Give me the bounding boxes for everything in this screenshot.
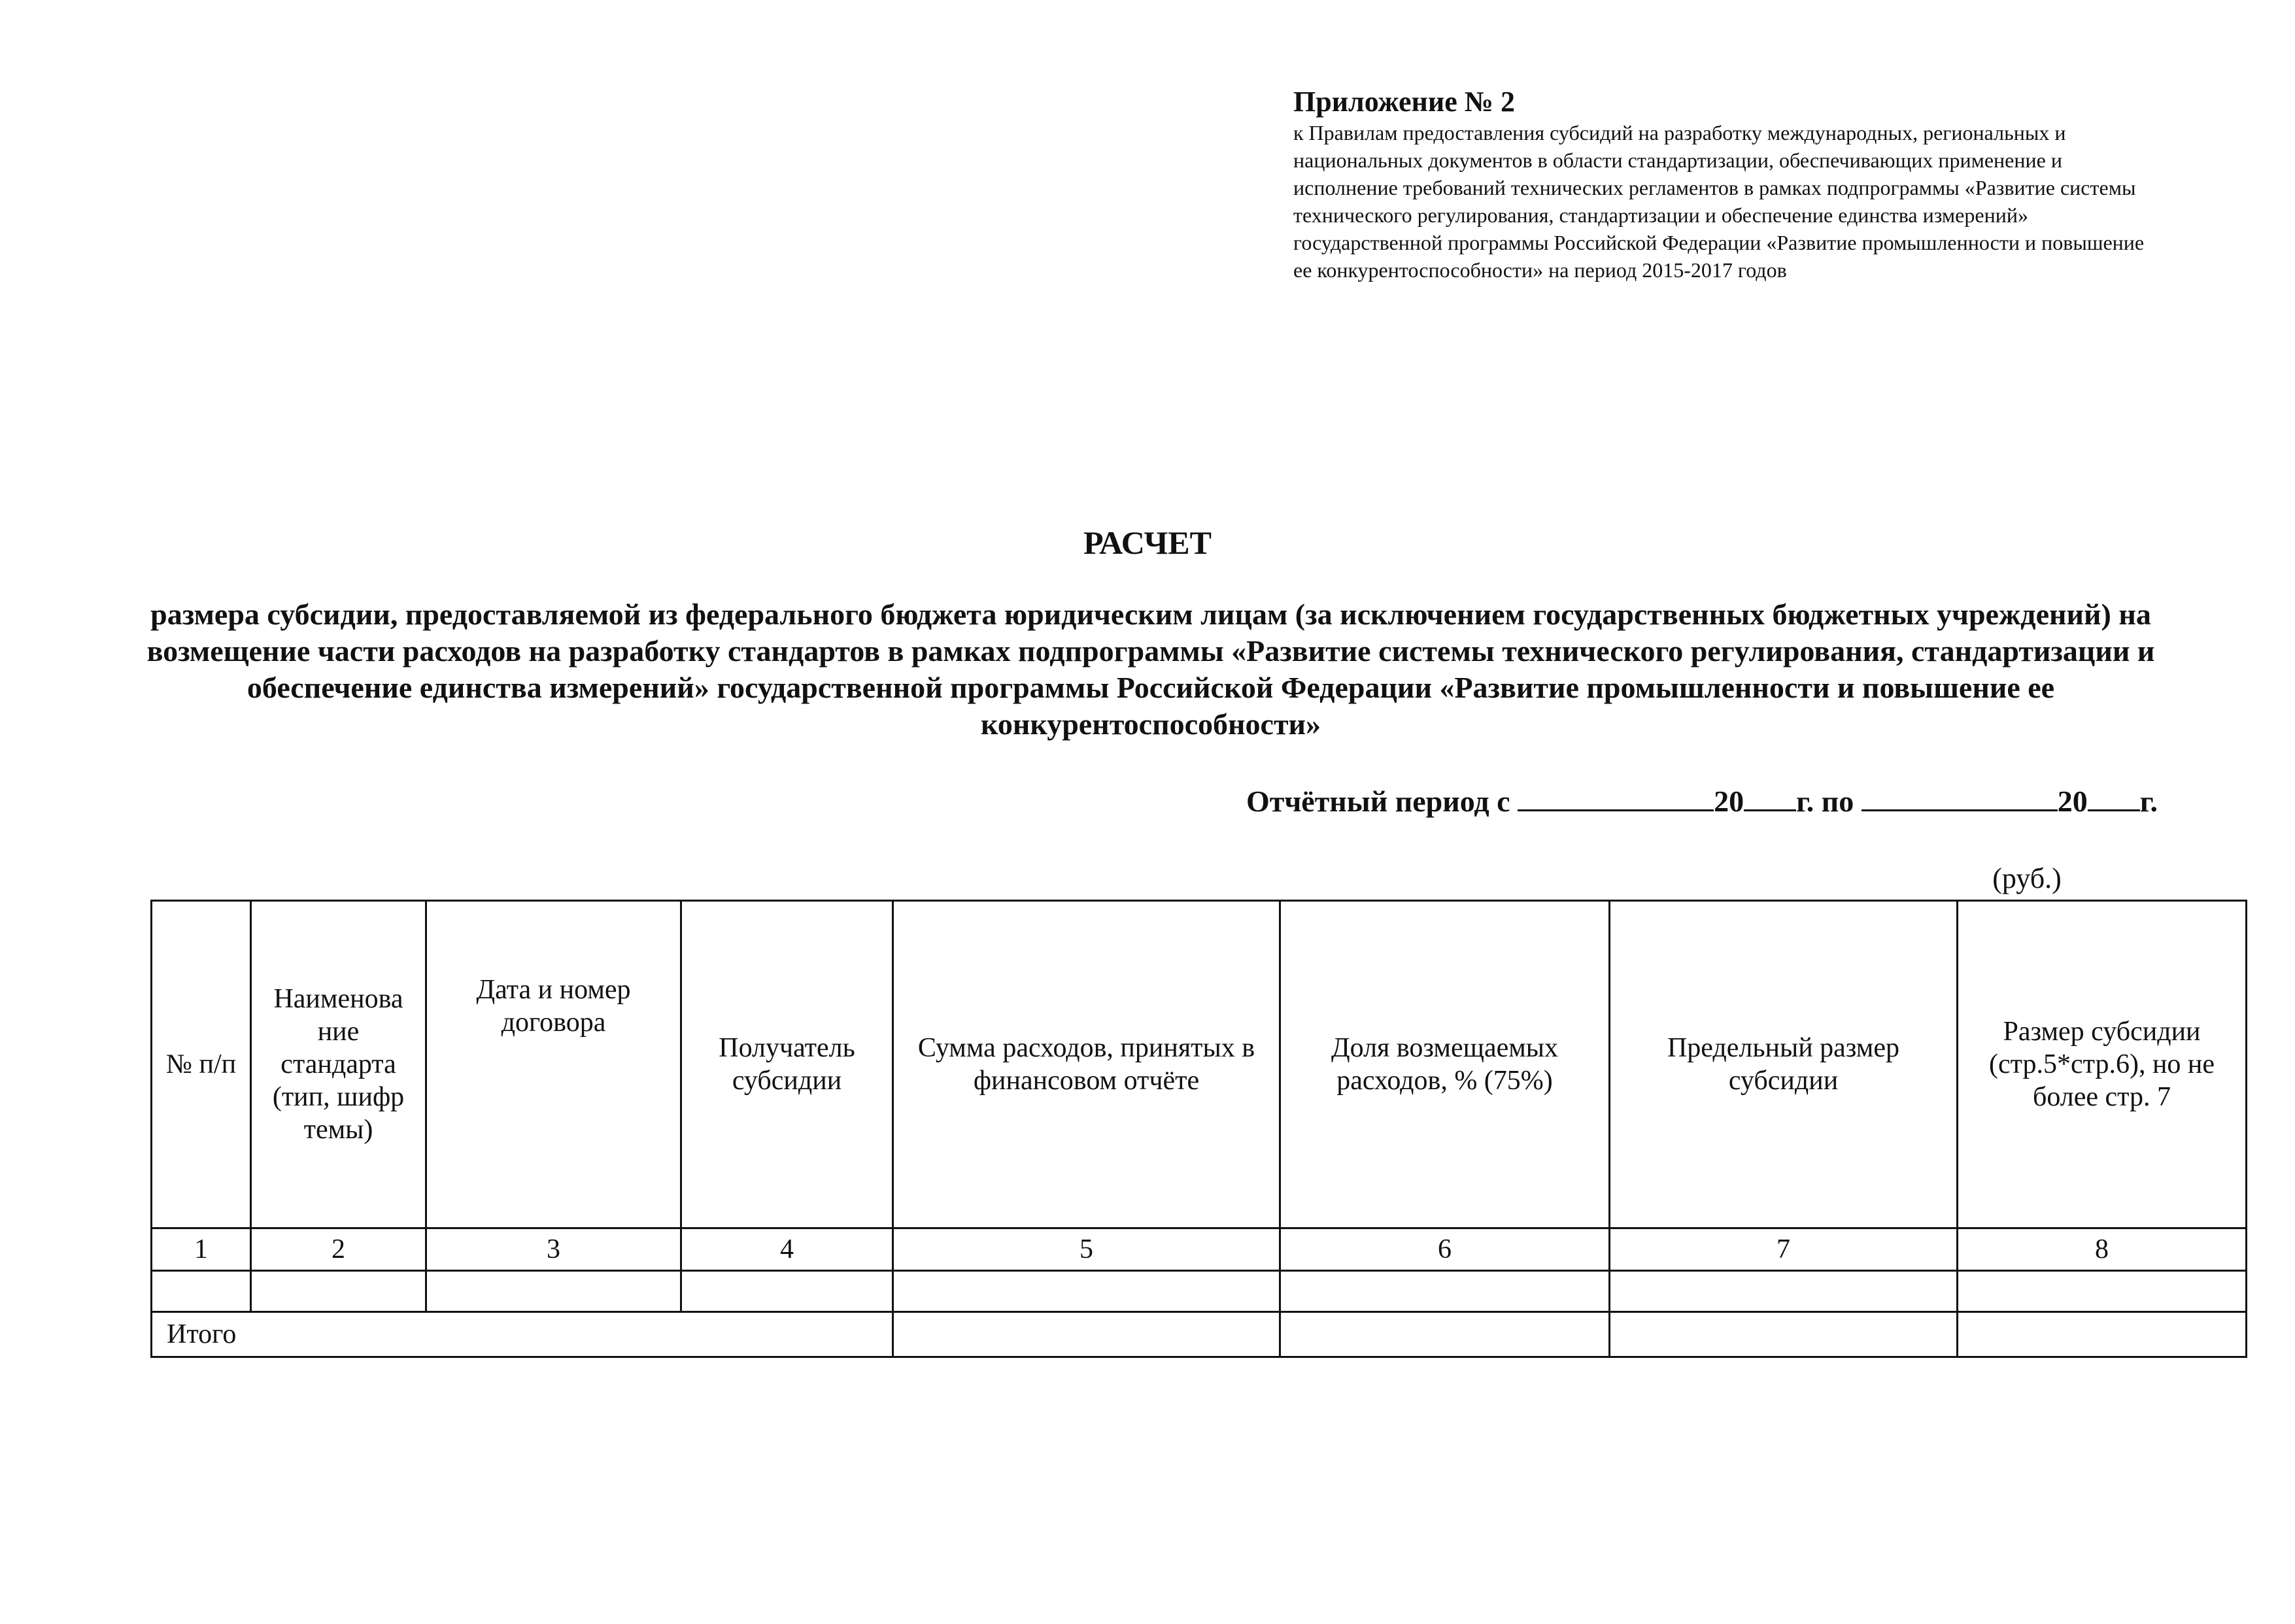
empty-cell [426, 1271, 681, 1312]
column-number: 4 [681, 1228, 893, 1271]
empty-cell [893, 1271, 1280, 1312]
period-end-year-blank [2088, 782, 2140, 811]
empty-cell [1610, 1271, 1958, 1312]
appendix-text: к Правилам предоставления субсидий на разработку международных, региональных и национальных документов в области стандартизации, обеспечивающих применение и исполнение требований технических регламентов в рамках подпрограммы «Развитие системы технического регулирования, стандартизации и обеспечение единства измерений» государственной программы Российской Федерации «Развитие промышленности и повышение ее конкурентоспособности» на период 2015-2017 годов [1293, 121, 2145, 282]
header-cell: Доля возмещаемых расходов, % (75%) [1280, 901, 1610, 1228]
document-subtitle: размера субсидии, предоставляемой из федерального бюджета юридическим лицам (за исключением государственных бюджетных учреждений) на возмещение части расходов на разработку стандартов в рамках подпрограммы «Развитие системы технического регулирования, стандартизации и обеспечение единства измерений» государственной программы Российской Федерации «Развитие промышленности и повышение ее конкурентоспособности» [146, 598, 2155, 741]
period-year-suffix-2: г. [2139, 785, 2158, 818]
header-cell: Предельный размер субсидии [1610, 901, 1958, 1228]
column-number: 3 [426, 1228, 681, 1271]
column-number: 5 [893, 1228, 1280, 1271]
period-label: Отчётный период с [1246, 785, 1510, 818]
appendix-title: Приложение № 2 [1293, 86, 1515, 118]
period-year-prefix-2: 20 [2057, 785, 2088, 818]
empty-cell [1610, 1312, 1958, 1357]
header-cell: Наименова ние стандарта (тип, шифр темы) [251, 901, 426, 1228]
document-title: РАСЧЕТ [1083, 524, 1212, 561]
column-number: 7 [1610, 1228, 1958, 1271]
period-year-suffix-1: г. по [1796, 785, 1854, 818]
empty-cell [681, 1271, 893, 1312]
period-start-blank [1518, 782, 1714, 811]
empty-cell [1280, 1312, 1610, 1357]
header-cell: Сумма расходов, принятых в финансовом отчёте [893, 901, 1280, 1228]
empty-cell [1958, 1271, 2247, 1312]
header-cell: Размер субсидии (стр.5*стр.6), но не более стр. 7 [1958, 901, 2247, 1228]
column-number: 1 [152, 1228, 251, 1271]
header-cell: № п/п [152, 901, 251, 1228]
column-number: 8 [1958, 1228, 2247, 1271]
empty-cell [893, 1312, 1280, 1357]
empty-cell [152, 1271, 251, 1312]
period-start-year-blank [1744, 782, 1796, 811]
empty-cell [251, 1271, 426, 1312]
table-row [152, 1271, 2247, 1312]
total-label: Итого [152, 1312, 893, 1357]
period-end-blank [1862, 782, 2058, 811]
period-year-prefix-1: 20 [1714, 785, 1744, 818]
empty-cell [1958, 1312, 2247, 1357]
total-row [152, 1312, 2247, 1357]
empty-cell [1280, 1271, 1610, 1312]
header-cell: Получатель субсидии [681, 901, 893, 1228]
appendix-block [1293, 85, 2156, 284]
subsidy-table [150, 900, 2247, 1358]
reporting-period [1190, 782, 2158, 820]
column-number-row [152, 1228, 2247, 1271]
header-cell: Дата и номер договора [426, 901, 681, 1228]
column-number: 6 [1280, 1228, 1610, 1271]
column-number: 2 [251, 1228, 426, 1271]
table-header-row [152, 901, 2247, 1228]
currency-unit: (руб.) [1992, 862, 2062, 894]
